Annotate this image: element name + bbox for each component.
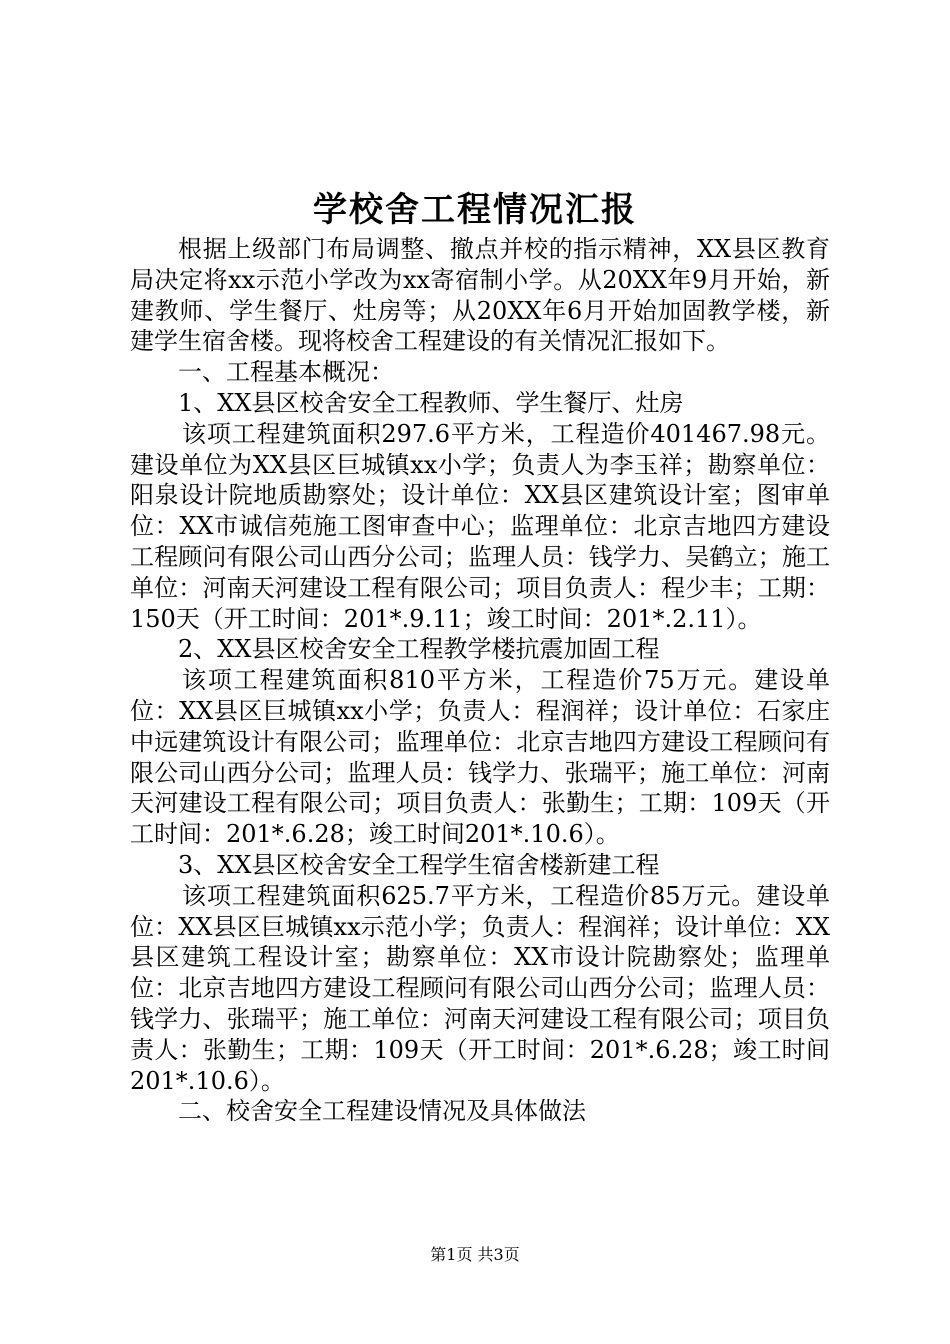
item-body-2: 该项工程建筑面积810平方米，工程造价75万元。建设单位：XX县区巨城镇xx小学；负责人：程润祥；设计单位：石家庄中远建筑设计有限公司；监理单位：北京吉地四方建设工程顾问有限公司山西分公司；监理人员：钱学力、张瑞平；施工单位：河南天河建设工程有限公司；项目负责人：张勤生；工期：109天（开工时间：201*.6.28；竣工时间201*.10.6）。 [130,666,830,849]
item-heading-3: 3、XX县区校舍安全工程学生宿舍楼新建工程 [178,850,660,879]
intro-paragraph: 根据上级部门布局调整、撤点并校的指示精神，XX县区教育局决定将xx示范小学改为xx寄宿制小学。从20XX年9月开始，新建教师、学生餐厅、灶房等；从20XX年6月开始加固教学楼，新建学生宿舍楼。现将校舍工程建设的有关情况汇报如下。 [130,235,830,356]
item-heading-2: 2、XX县区校舍安全工程教学楼抗震加固工程 [178,635,660,664]
item-heading-1: 1、XX县区校舍安全工程教师、学生餐厅、灶房 [178,388,684,417]
section-heading-1: 一、工程基本概况： [178,358,394,387]
section-heading-2: 二、校舍安全工程建设情况及具体做法 [178,1097,586,1126]
item-body-1: 该项工程建筑面积297.6平方米，工程造价401467.98元。建设单位为XX县区巨城镇xx小学；负责人为李玉祥；勘察单位：阳泉设计院地质勘察处；设计单位：XX县区建筑设计室；图审单位：XX市诚信苑施工图审查中心；监理单位：北京吉地四方建设工程顾问有限公司山西分公司；监理人员：钱学力、吴鹤立；施工单位：河南天河建设工程有限公司；项目负责人：程少丰；工期：150天（开工时间：201*.9.11；竣工时间：201*.2.11）。 [130,419,830,633]
document-title: 学校舍工程情况汇报 [313,190,637,230]
document-body [130,234,830,1127]
page-footer: 第1页 共3页 [430,1245,520,1264]
item-body-3: 该项工程建筑面积625.7平方米，工程造价85万元。建设单位：XX县区巨城镇xx示范小学；负责人：程润祥；设计单位：XX县区建筑工程设计室；勘察单位：XX市设计院勘察处；监理单位：北京吉地四方建设工程顾问有限公司山西分公司；监理人员：钱学力、张瑞平；施工单位：河南天河建设工程有限公司；项目负责人：张勤生；工期：109天（开工时间：201*.6.28；竣工时间201*.10.6）。 [130,881,830,1095]
